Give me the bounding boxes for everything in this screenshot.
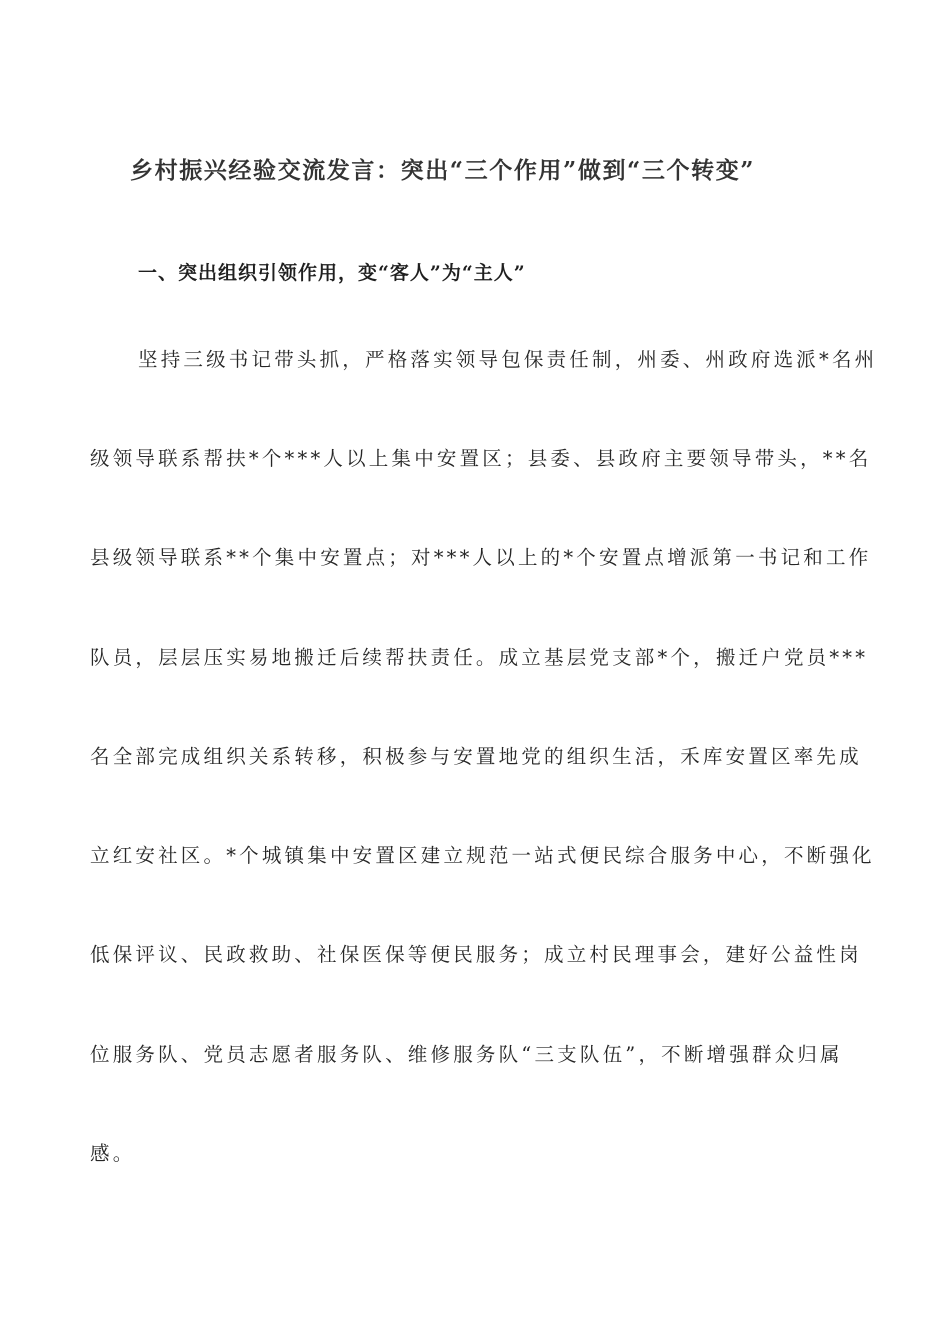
section-heading: 一、突出组织引领作用，变“客人”为“主人” bbox=[138, 262, 526, 284]
paragraph-line: 立红安社区。*个城镇集中安置区建立规范一站式便民综合服务中心，不断强化 bbox=[90, 844, 875, 867]
paragraph-line: 队员，层层压实易地搬迁后续帮扶责任。成立基层党支部*个，搬迁户党员*** bbox=[90, 646, 869, 669]
paragraph-line: 位服务队、党员志愿者服务队、维修服务队“三支队伍”，不断增强群众归属 bbox=[90, 1043, 843, 1066]
paragraph-line: 感。 bbox=[90, 1142, 136, 1165]
document-title: 乡村振兴经验交流发言：突出“三个作用”做到“三个转变” bbox=[130, 157, 756, 184]
paragraph-line: 级领导联系帮扶*个***人以上集中安置区；县委、县政府主要领导带头，**名 bbox=[90, 447, 872, 470]
paragraph-line: 低保评议、民政救助、社保医保等便民服务；成立村民理事会，建好公益性岗 bbox=[90, 943, 862, 966]
paragraph-line: 坚持三级书记带头抓，严格落实领导包保责任制，州委、州政府选派*名州 bbox=[138, 348, 878, 371]
paragraph-line: 县级领导联系**个集中安置点；对***人以上的*个安置点增派第一书记和工作 bbox=[90, 546, 872, 569]
paragraph-line: 名全部完成组织关系转移，积极参与安置地党的组织生活，禾库安置区率先成 bbox=[90, 745, 862, 768]
